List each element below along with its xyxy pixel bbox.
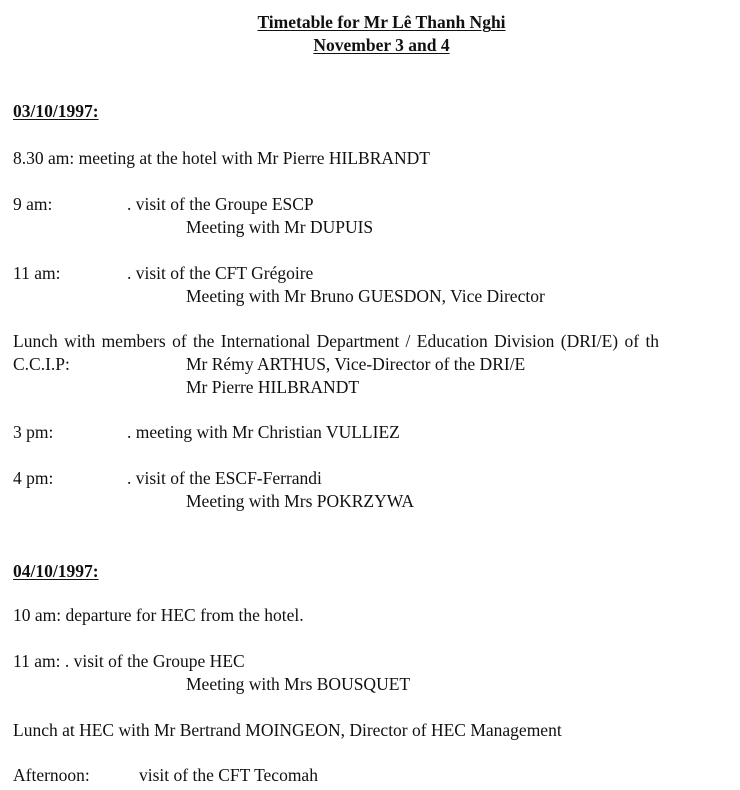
day2-lunch-entry: Lunch at HEC with Mr Bertrand MOINGEON, Director of HEC Management xyxy=(13,720,562,740)
day2-afternoon-activity: visit of the CFT Tecomah xyxy=(139,765,318,785)
document-title: Timetable for Mr Lê Thanh Nghi xyxy=(257,12,506,32)
day1-lunch-label: C.C.I.P: xyxy=(13,354,70,374)
day1-escp-detail: Meeting with Mr DUPUIS xyxy=(186,217,374,237)
day1-vulliez-time: 3 pm: xyxy=(13,422,54,442)
day1-escp-time: 9 am: xyxy=(13,194,53,214)
day2-date-heading: 04/10/1997: xyxy=(13,561,99,581)
day1-lunch-person2: Mr Pierre HILBRANDT xyxy=(186,377,360,397)
day1-date-heading: 03/10/1997: xyxy=(13,101,99,121)
day1-vulliez-activity: . meeting with Mr Christian VULLIEZ xyxy=(127,422,400,442)
day2-afternoon-time: Afternoon: xyxy=(13,765,90,785)
day1-cft-time: 11 am: xyxy=(13,263,61,283)
day1-hotel-entry: 8.30 am: meeting at the hotel with Mr Pierre HILBRANDT xyxy=(13,148,431,168)
day1-cft-activity: . visit of the CFT Grégoire xyxy=(127,263,314,283)
day1-escf-time: 4 pm: xyxy=(13,468,54,488)
day1-lunch-line: Lunch with members of the International Department / Education Division (DRI/E) of th xyxy=(13,331,660,351)
day2-departure-entry: 10 am: departure for HEC from the hotel. xyxy=(13,605,304,625)
day1-cft-detail: Meeting with Mr Bruno GUESDON, Vice Director xyxy=(186,286,545,306)
day1-escp-activity: . visit of the Groupe ESCP xyxy=(127,194,314,214)
day1-escf-detail: Meeting with Mrs POKRZYWA xyxy=(186,491,414,511)
day2-hec-activity: 11 am: . visit of the Groupe HEC xyxy=(13,651,245,671)
document-subtitle: November 3 and 4 xyxy=(313,35,450,55)
day1-escf-activity: . visit of the ESCF-Ferrandi xyxy=(127,468,322,488)
day2-hec-detail: Meeting with Mrs BOUSQUET xyxy=(186,674,411,694)
day1-lunch-person1: Mr Rémy ARTHUS, Vice-Director of the DRI/E xyxy=(186,354,526,374)
